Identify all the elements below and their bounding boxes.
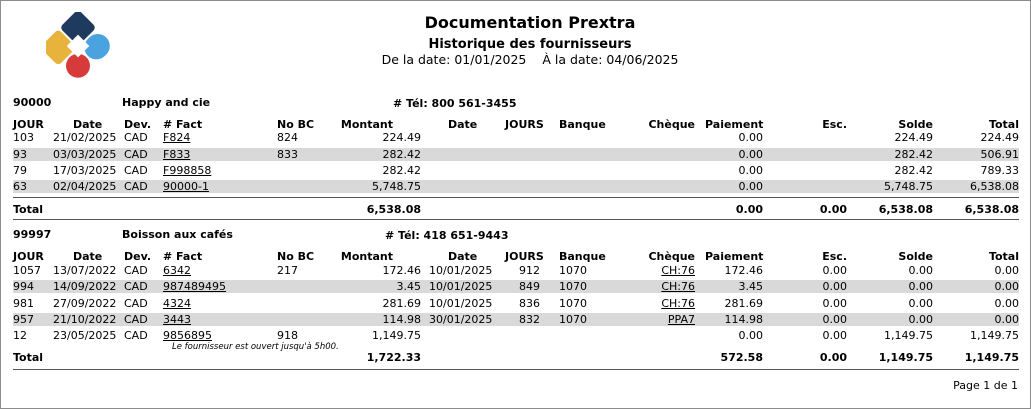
divider: [13, 197, 1019, 198]
supplier-name: Boisson aux cafés: [122, 228, 233, 241]
cheque-link[interactable]: CH:76: [661, 264, 695, 277]
invoice-link[interactable]: F824: [163, 131, 191, 144]
invoice-link[interactable]: 90000-1: [163, 180, 209, 193]
supplier-name: Happy and cie: [122, 96, 211, 109]
cheque-link[interactable]: CH:76: [661, 280, 695, 293]
invoice-link[interactable]: 987489495: [163, 280, 226, 293]
table-row: 93 03/03/2025 CAD F833 833 282.42 0.00 282.42 506.91: [13, 148, 1019, 161]
date-from: De la date: 01/01/2025: [381, 52, 527, 67]
total-row: Total 1,722.33 572.58 0.00 1,149.75 1,149.75: [13, 351, 1019, 364]
table-row: 63 02/04/2025 CAD 90000-1 5,748.75 0.00 5,748.75 6,538.08: [13, 180, 1019, 193]
invoice-link[interactable]: F998858: [163, 164, 212, 177]
table-row: 12 23/05/2025 CAD 9856895 918 1,149.75 0.00 0.00 1,149.75 1,149.75: [13, 329, 1019, 342]
invoice-link[interactable]: 4324: [163, 297, 191, 310]
cheque-link[interactable]: PPA7: [667, 313, 695, 326]
supplier-code: 90000: [13, 96, 52, 109]
report-subtitle: Historique des fournisseurs: [428, 37, 632, 52]
total-row: Total 6,538.08 0.00 0.00 6,538.08 6,538.08: [13, 203, 1019, 216]
report-title: Documentation Prextra: [424, 13, 636, 32]
invoice-link[interactable]: 6342: [163, 264, 191, 277]
table-row: 103 21/02/2025 CAD F824 824 224.49 0.00 224.49 224.49: [13, 131, 1019, 144]
divider: [13, 219, 1019, 220]
invoice-link[interactable]: 9856895: [163, 329, 212, 342]
prextra-logo: [46, 12, 110, 88]
column-header-row: JOUR Date Dev. # Fact No BC Montant Date JOURS Banque Chèque Paiement Esc. Solde Total: [13, 118, 1019, 131]
supplier-phone: # Tél: 418 651-9443: [385, 229, 509, 242]
date-to: À la date: 04/06/2025: [542, 52, 679, 67]
invoice-link[interactable]: F833: [163, 148, 191, 161]
invoice-link[interactable]: 3443: [163, 313, 191, 326]
supplier-phone: # Tél: 800 561-3455: [393, 97, 517, 110]
divider: [13, 369, 1019, 370]
page-indicator: Page 1 de 1: [953, 379, 1018, 392]
supplier-note: Le fournisseur est ouvert jusqu'à 5h00.: [172, 342, 339, 352]
date-range: [330, 52, 730, 67]
cheque-link[interactable]: CH:76: [661, 297, 695, 310]
table-row: 79 17/03/2025 CAD F998858 282.42 0.00 282.42 789.33: [13, 164, 1019, 177]
table-row: 994 14/09/2022 CAD 987489495 3.45 10/01/2025 849 1070 CH:76 3.45 0.00 0.00 0.00: [13, 280, 1019, 293]
column-header-row: JOUR Date Dev. # Fact No BC Montant Date JOURS Banque Chèque Paiement Esc. Solde Total: [13, 250, 1019, 263]
table-row: 981 27/09/2022 CAD 4324 281.69 10/01/2025 836 1070 CH:76 281.69 0.00 0.00 0.00: [13, 297, 1019, 310]
table-row: 957 21/10/2022 CAD 3443 114.98 30/01/2025 832 1070 PPA7 114.98 0.00 0.00 0.00: [13, 313, 1019, 326]
table-row: 1057 13/07/2022 CAD 6342 217 172.46 10/01/2025 912 1070 CH:76 172.46 0.00 0.00 0.00: [13, 264, 1019, 277]
supplier-code: 99997: [13, 228, 52, 241]
